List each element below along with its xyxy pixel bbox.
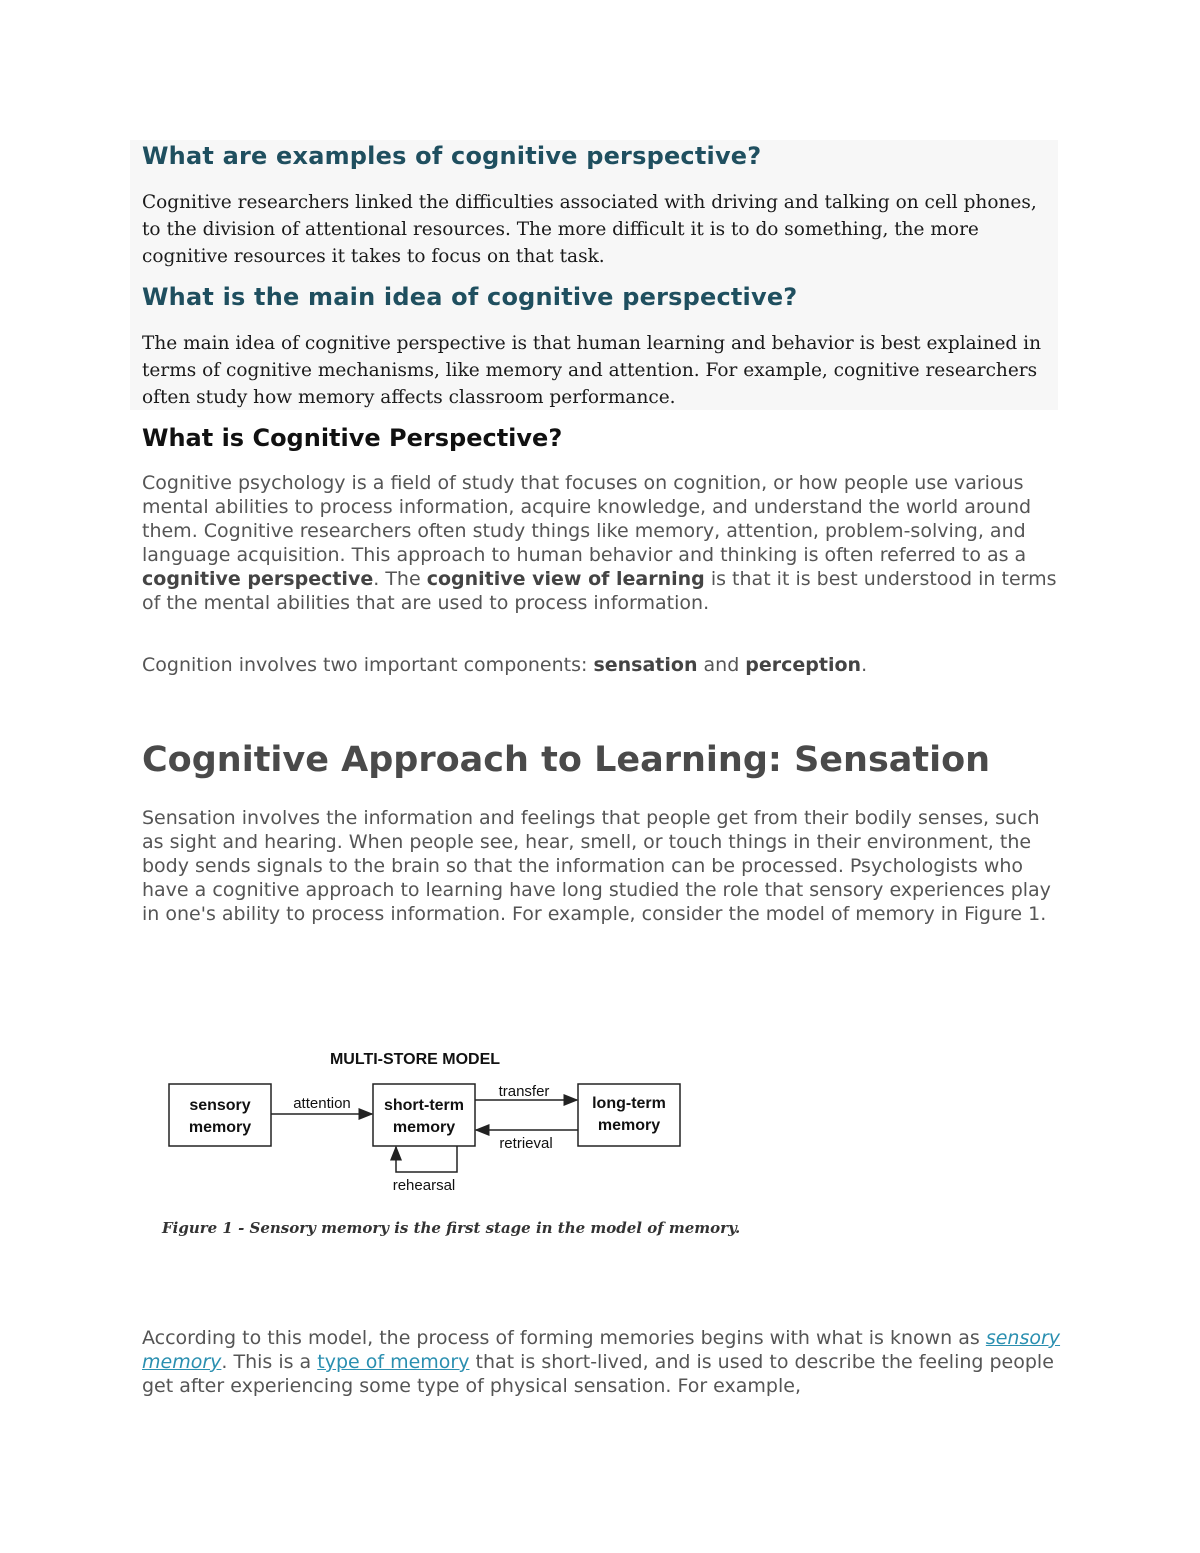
diagram-title: MULTI-STORE MODEL (329, 1051, 501, 1068)
figure-caption: Figure 1 - Sensory memory is the first stage in the model of memory. (162, 1219, 741, 1237)
long-term-box-line2: memory (597, 1117, 661, 1134)
term-perception: perception (745, 654, 862, 676)
paragraph-cognitive-psychology: Cognitive psychology is a field of study that focuses on cognition, or how people use various mental abilities to process information, acquire knowledge, and understand the world around them. Cognitive researchers often study things like memory, attention, problem-solving, and language acquisition. This approach to human behavior and thinking is often referred to as a cognitive perspective. The cognitive view of learning is that it is best understood in terms of the mental abilities that are used to process information. (142, 472, 1057, 614)
sensory-box-line1: sensory (189, 1097, 251, 1114)
paragraph-cognition-components: Cognition involves two important components: sensation and perception. (142, 654, 868, 676)
section-body-examples: Cognitive researchers linked the difficulties associated with driving and talking on cell phones, to the division of attentional resources. The more difficult it is to do something, the more cognitive resources it takes to focus on that task. (142, 192, 1037, 267)
retrieval-label: retrieval (499, 1135, 553, 1152)
long-term-memory-box (578, 1084, 680, 1146)
sensory-memory-box (169, 1084, 271, 1146)
section-heading-examples: What are examples of cognitive perspective? (142, 142, 762, 170)
term-cognitive-view: cognitive view of learning (426, 568, 705, 590)
multi-store-model-diagram (160, 1040, 700, 1210)
paragraph-sensory-memory: According to this model, the process of forming memories begins with what is known as sensory memory. This is a type of memory that is short-lived, and is used to describe the feeling people get after experiencing some type of physical sensation. For example, (142, 1327, 1061, 1397)
term-sensation: sensation (593, 654, 698, 676)
paragraph-sensation: Sensation involves the information and feelings that people get from their bodily senses, such as sight and hearing. When people see, hear, smell, or touch things in their environment, the body sends signals to the brain so that the information can be processed. Psychologists who have a cognitive approach to learning have long studied the role that sensory experiences play in one's ability to process information. For example, consider the model of memory in Figure 1. (142, 807, 1051, 925)
short-term-memory-box (373, 1084, 475, 1146)
section-heading-main-idea: What is the main idea of cognitive perspective? (142, 283, 798, 311)
attention-label: attention (293, 1095, 351, 1112)
rehearsal-loop-arrow (396, 1146, 457, 1172)
short-term-box-line2: memory (392, 1119, 456, 1136)
sensory-memory-link[interactable]: sensory memory (142, 1327, 1061, 1373)
section-body-main-idea: The main idea of cognitive perspective is that human learning and behavior is best explained in terms of cognitive mechanisms, like memory and attention. For example, cognitive researchers often study how memory affects classroom performance. (142, 333, 1041, 408)
transfer-label: transfer (498, 1083, 550, 1100)
short-term-box-line1: short-term (383, 1097, 465, 1114)
sensory-box-line2: memory (188, 1119, 252, 1136)
long-term-box-line1: long-term (592, 1095, 666, 1112)
rehearsal-label: rehearsal (392, 1177, 456, 1194)
term-cognitive-perspective: cognitive perspective (142, 568, 374, 590)
section-heading-what-is: What is Cognitive Perspective? (142, 424, 563, 452)
section-heading-sensation: Cognitive Approach to Learning: Sensation (142, 740, 991, 780)
type-of-memory-link[interactable]: type of memory (317, 1351, 470, 1373)
